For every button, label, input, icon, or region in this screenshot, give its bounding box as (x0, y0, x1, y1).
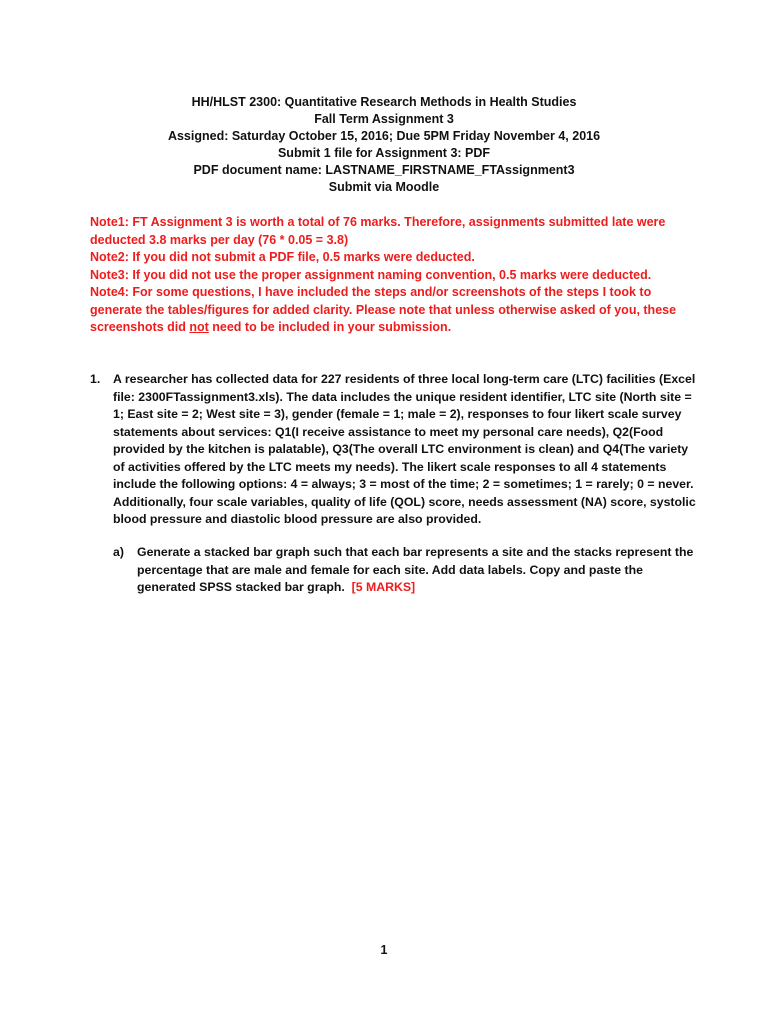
note4-line1: Note4: For some questions, I have included the steps and/or screenshots of the steps I took to (90, 285, 652, 299)
question-1a-line1: Generate a stacked bar graph such that each bar represents a site and the stacks represent the (137, 545, 694, 559)
question-1-line: blood pressure and diastolic blood pressure are also provided. (113, 512, 482, 526)
notes-block (90, 214, 690, 337)
question-1-line: A researcher has collected data for 227 residents of three local long-term care (LTC) facilities (Excel (113, 372, 696, 386)
course-title: HH/HLST 2300: Quantitative Research Methods in Health Studies (191, 95, 577, 109)
assignment-dates: Assigned: Saturday October 15, 2016; Due 5PM Friday November 4, 2016 (167, 129, 601, 143)
question-1-line: provided by the kitchen is palatable), Q3(The overall LTC environment is clean) and Q4(The variety (113, 442, 689, 456)
question-1a-marks: [5 MARKS] (351, 580, 416, 594)
note4-emphasis-not: not (189, 320, 209, 334)
note3: Note3: If you did not use the proper assignment naming convention, 0.5 marks were deducted. (90, 267, 652, 282)
note4-line3-post: need to be included in your submission. (208, 320, 452, 334)
question-1a-line3-text: generated SPSS stacked bar graph. (137, 580, 345, 594)
question-1-number: 1. (90, 372, 101, 386)
note2: Note2: If you did not submit a PDF file, 0.5 marks were deducted. (90, 250, 475, 264)
question-1-line: 1; East site = 2; West site = 3), gender (female = 1; male = 2), responses to four likert scale survey (113, 407, 682, 421)
assignment-title: Fall Term Assignment 3 (314, 112, 454, 126)
document-header (0, 94, 768, 196)
note4-line3-pre: screenshots did (90, 320, 190, 334)
note1-line1: Note1: FT Assignment 3 is worth a total of 76 marks. Therefore, assignments submitted late were (90, 215, 666, 229)
document-name-instructions: PDF document name: LASTNAME_FIRSTNAME_FTAssignment3 (193, 163, 575, 177)
page-number: 1 (380, 943, 388, 957)
question-1a-text (137, 544, 693, 597)
submit-file-instructions: Submit 1 file for Assignment 3: PDF (277, 146, 491, 160)
question-1-line: statements about services: Q1(I receive assistance to meet my personal care needs), Q2(Food (113, 424, 664, 439)
note4-line2: generate the tables/figures for added clarity. Please note that unless otherwise asked of you, these (90, 302, 677, 317)
question-1-line: Additionally, four scale variables, quality of life (QOL) score, needs assessment (NA) score, systolic (113, 494, 696, 509)
submit-via: Submit via Moodle (328, 180, 440, 194)
question-1a-letter: a) (113, 545, 124, 559)
question-1-line: of activities offered by the LTC meets my needs). The likert scale responses to all 4 statements (113, 459, 667, 474)
question-1-line: include the following options: 4 = always; 3 = most of the time; 2 = sometimes; 1 = rarely; 0 = never. (113, 477, 694, 491)
note1-line2: deducted 3.8 marks per day (76 * 0.05 = 3.8) (90, 232, 349, 247)
question-1a-line2: percentage that are male and female for each site. Add data labels. Copy and paste the (137, 562, 643, 577)
question-1-line: file: 2300FTassignment3.xls). The data includes the unique resident identifier, LTC site (North site = (113, 389, 692, 404)
note4-line3 (90, 319, 690, 337)
question-1-text (113, 371, 696, 529)
question-1a-line3 (137, 579, 693, 597)
